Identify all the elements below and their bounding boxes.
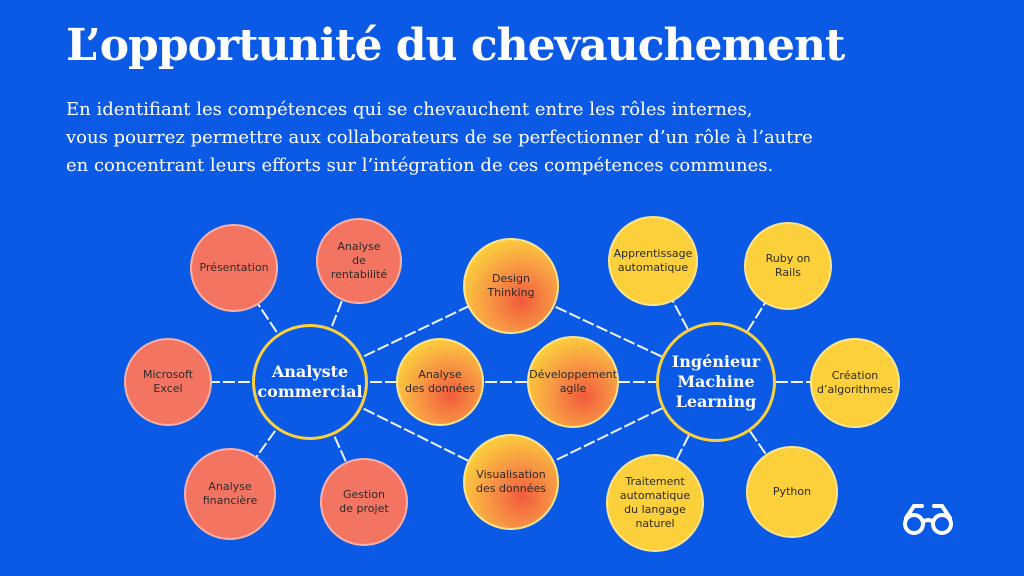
skill-label: Présentation bbox=[199, 261, 269, 274]
skill-label: Visualisation des données bbox=[476, 468, 546, 495]
skill-node-design-thinking bbox=[463, 238, 559, 334]
intro-line: vous pourrez permettre aux collaborateurs de se perfectionner d’un rôle à l’autre bbox=[66, 127, 813, 148]
skill-node-presentation bbox=[190, 224, 278, 312]
skill-node-python bbox=[746, 446, 838, 538]
skill-node-apprentissage-automatique bbox=[608, 216, 698, 306]
intro-line: en concentrant leurs efforts sur l’intégration de ces compétences communes. bbox=[66, 155, 774, 176]
skill-label: Microsoft Excel bbox=[142, 368, 194, 395]
intro-line: En identifiant les compétences qui se chevauchent entre les rôles internes, bbox=[66, 99, 753, 120]
skill-node-analyse-rentabilite bbox=[316, 218, 402, 304]
skill-label: Apprentissage automatique bbox=[613, 247, 693, 274]
skill-node-microsoft-excel bbox=[124, 338, 212, 426]
hub-ingenieur-machine-learning bbox=[656, 322, 776, 442]
skill-label: Design Thinking bbox=[487, 272, 535, 299]
hub-analyste-commercial bbox=[252, 324, 368, 440]
skill-label: Analyse de rentabilité bbox=[330, 240, 388, 281]
hub-label: Ingénieur Machine Learning bbox=[671, 352, 761, 411]
skill-label: Développement agile bbox=[529, 368, 617, 395]
skill-label: Création d’algorithmes bbox=[816, 369, 894, 396]
skill-node-gestion-projet bbox=[320, 458, 408, 546]
skill-node-analyse-financiere bbox=[184, 448, 276, 540]
skill-node-traitement-langage-naturel bbox=[606, 454, 704, 552]
skill-label: Ruby on Rails bbox=[765, 252, 811, 279]
skill-node-analyse-donnees bbox=[396, 338, 484, 426]
skill-node-creation-algorithmes bbox=[810, 338, 900, 428]
glasses-icon bbox=[900, 500, 956, 536]
skill-label: Gestion de projet bbox=[339, 488, 389, 515]
skill-label: Analyse des données bbox=[405, 368, 475, 395]
skill-label: Python bbox=[772, 485, 812, 498]
hub-label: Analyste commercial bbox=[257, 362, 363, 401]
skill-node-developpement-agile bbox=[527, 336, 619, 428]
skill-label: Analyse financière bbox=[202, 480, 258, 507]
skill-node-visualisation-donnees bbox=[463, 434, 559, 530]
skill-label: Traitement automatique du langage naturel bbox=[619, 475, 691, 530]
skill-node-ruby-on-rails bbox=[744, 222, 832, 310]
page-title: L’opportunité du chevauchement bbox=[66, 20, 845, 71]
